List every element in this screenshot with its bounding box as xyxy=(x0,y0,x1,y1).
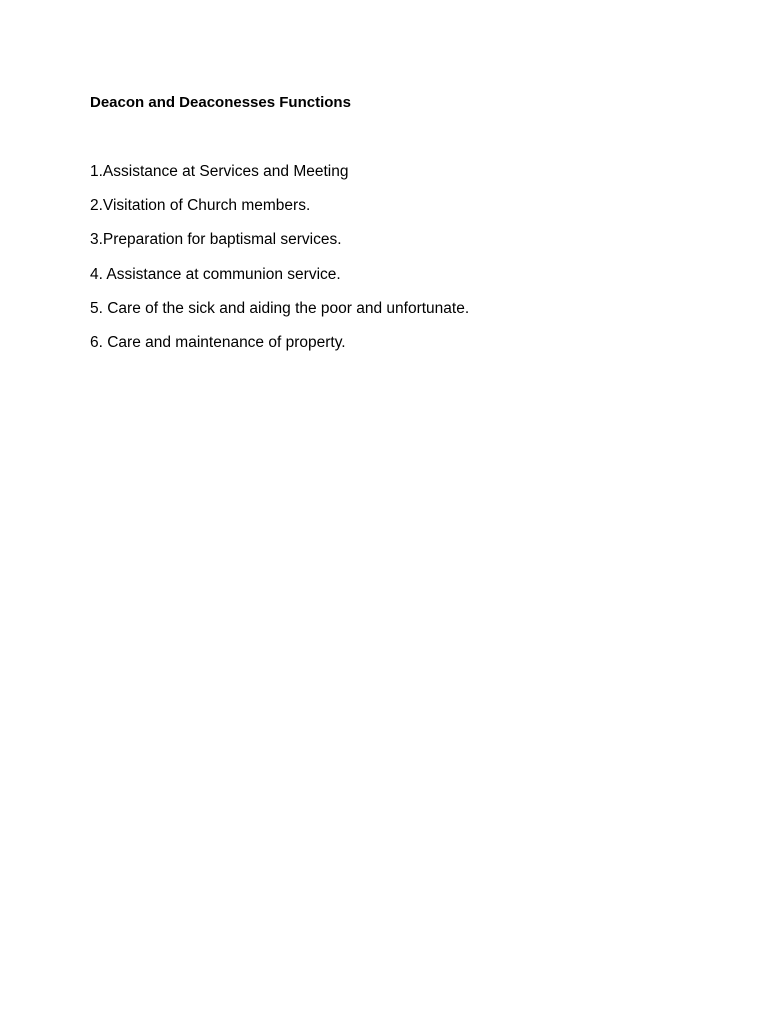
list-item: 2.Visitation of Church members. xyxy=(90,197,311,215)
list-item: 6. Care and maintenance of property. xyxy=(90,333,346,351)
list-item: 4. Assistance at communion service. xyxy=(90,265,341,283)
document-title: Deacon and Deaconesses Functions xyxy=(90,94,351,111)
list-item: 1.Assistance at Services and Meeting xyxy=(90,163,349,180)
list-item: 3.Preparation for baptismal services. xyxy=(90,231,342,249)
functions-list xyxy=(90,161,469,366)
list-item: 5. Care of the sick and aiding the poor and unfortunate. xyxy=(90,299,470,317)
